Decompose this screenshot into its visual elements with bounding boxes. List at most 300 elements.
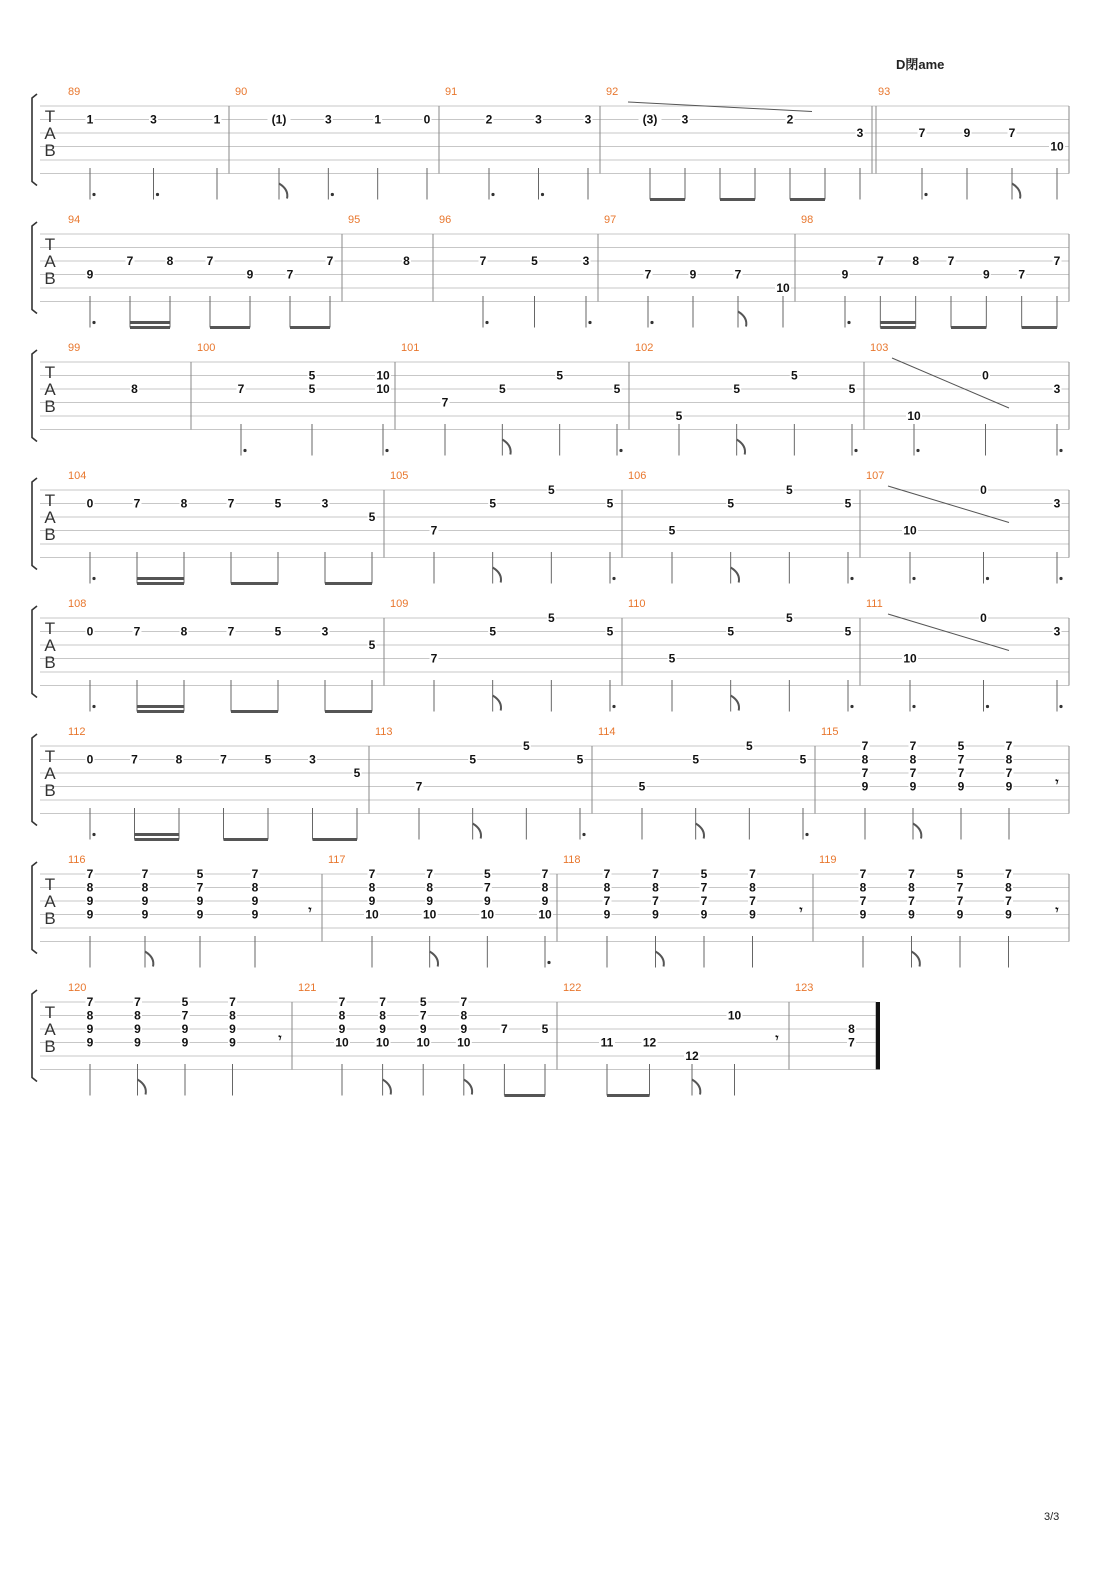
fret-number: 5 bbox=[547, 611, 555, 625]
fret-number: 7 bbox=[379, 995, 386, 1009]
fret-number: 3 bbox=[1053, 496, 1061, 511]
fret-number: 7 bbox=[603, 867, 611, 881]
fret-number: 7 bbox=[876, 254, 884, 268]
dot bbox=[92, 833, 95, 836]
fret-number: 8 bbox=[134, 1008, 141, 1023]
dot bbox=[582, 833, 585, 836]
dot bbox=[541, 193, 544, 196]
fret-number: 8 bbox=[180, 624, 188, 639]
fret-number: 7 bbox=[338, 995, 346, 1009]
fret-number: 7 bbox=[441, 395, 449, 410]
fret-number: 9 bbox=[963, 126, 971, 140]
fret-number: 5 bbox=[522, 739, 530, 753]
fret-number: 7 bbox=[603, 894, 611, 908]
measure-number: 122 bbox=[563, 982, 582, 994]
tab-clef-letter: T bbox=[44, 619, 56, 638]
fret-number: 9 bbox=[460, 1022, 468, 1036]
fret-number: 7 bbox=[1005, 894, 1012, 908]
fret-number: 9 bbox=[859, 907, 867, 922]
fret-number: 7 bbox=[749, 867, 756, 881]
dot bbox=[854, 449, 857, 452]
fret-number: 9 bbox=[86, 894, 94, 908]
fret-number: 9 bbox=[541, 894, 549, 908]
measure-number: 110 bbox=[628, 598, 646, 610]
fret-number: 7 bbox=[848, 1035, 855, 1050]
fret-number: 5 bbox=[844, 624, 852, 639]
dot bbox=[924, 193, 927, 196]
fret-number: 7 bbox=[206, 254, 214, 268]
tab-clef-letter: B bbox=[44, 269, 56, 288]
eighth-flag bbox=[731, 696, 739, 711]
fret-number: 0 bbox=[86, 496, 94, 511]
fret-number: 9 bbox=[379, 1022, 386, 1036]
final-barline bbox=[876, 1002, 880, 1070]
eighth-flag bbox=[731, 568, 739, 583]
fret-number: 5 bbox=[668, 523, 676, 538]
fret-number: 7 bbox=[134, 995, 141, 1009]
fret-number: 7 bbox=[908, 867, 915, 881]
dot bbox=[92, 577, 95, 580]
fret-number: 9 bbox=[426, 894, 434, 908]
fret-number: 1 bbox=[213, 112, 221, 127]
fret-number: 8 bbox=[909, 752, 917, 767]
dot bbox=[619, 449, 622, 452]
fret-number: 9 bbox=[86, 267, 94, 282]
fret-number: 9 bbox=[749, 907, 756, 922]
fret-number: 5 bbox=[541, 1022, 549, 1036]
fret-number: 7 bbox=[415, 779, 423, 794]
fret-number: 10 bbox=[416, 1035, 430, 1050]
system-bracket bbox=[32, 478, 37, 570]
eighth-flag bbox=[493, 696, 501, 711]
fret-number: 7 bbox=[133, 624, 141, 639]
fret-number: 8 bbox=[368, 880, 376, 895]
fret-number: 5 bbox=[489, 496, 497, 511]
fret-number: 7 bbox=[957, 752, 965, 767]
fret-number: 8 bbox=[1005, 880, 1012, 895]
measure-number: 97 bbox=[604, 214, 617, 226]
fret-number: 5 bbox=[790, 368, 798, 383]
dot bbox=[912, 577, 915, 580]
fret-number: 9 bbox=[141, 907, 149, 922]
fret-number: 10 bbox=[538, 907, 552, 922]
measure-number: 102 bbox=[635, 342, 654, 354]
tab-clef-letter: A bbox=[44, 252, 56, 271]
fret-number: 8 bbox=[848, 1022, 855, 1036]
fret-number: 10 bbox=[903, 651, 917, 666]
fret-number: 9 bbox=[181, 1022, 189, 1036]
tab-clef-letter: A bbox=[44, 892, 56, 911]
fret-number: 9 bbox=[1005, 907, 1012, 922]
fret-number: 7 bbox=[861, 739, 869, 753]
measure-number: 91 bbox=[445, 86, 458, 98]
fret-number: 7 bbox=[426, 867, 434, 881]
system-bracket bbox=[32, 990, 37, 1082]
fret-number: 9 bbox=[419, 1022, 427, 1036]
fret-number: 7 bbox=[181, 1008, 189, 1023]
dot bbox=[612, 577, 615, 580]
fret-number: 7 bbox=[227, 496, 235, 511]
fret-number: 8 bbox=[141, 880, 149, 895]
fret-number: 7 bbox=[957, 766, 965, 780]
fret-number: 3 bbox=[1053, 382, 1061, 396]
fret-number: 7 bbox=[86, 867, 94, 881]
fret-number: 8 bbox=[912, 254, 920, 268]
dot bbox=[156, 193, 159, 196]
fret-number: 9 bbox=[603, 907, 611, 922]
eighth-rest: 𝄾 bbox=[1055, 774, 1059, 789]
fret-number: 1 bbox=[374, 112, 382, 127]
fret-number: 7 bbox=[909, 739, 917, 753]
dot bbox=[92, 705, 95, 708]
eighth-flag bbox=[464, 1080, 472, 1095]
dot bbox=[92, 321, 95, 324]
fret-number: 9 bbox=[134, 1022, 141, 1036]
tab-clef-letter: B bbox=[44, 141, 56, 160]
fret-number: 5 bbox=[700, 867, 708, 881]
fret-number: 8 bbox=[251, 880, 259, 895]
fret-number: 3 bbox=[535, 112, 542, 127]
fret-number: 8 bbox=[403, 254, 410, 268]
eighth-flag bbox=[145, 952, 153, 967]
fret-number: 12 bbox=[685, 1049, 699, 1063]
system-bracket bbox=[32, 94, 37, 186]
fret-number: 5 bbox=[727, 496, 735, 511]
measure-number: 115 bbox=[821, 726, 839, 738]
fret-number: 5 bbox=[606, 624, 614, 639]
eighth-flag bbox=[696, 824, 704, 839]
fret-number: 7 bbox=[1053, 254, 1061, 268]
fret-number: 7 bbox=[859, 894, 867, 908]
fret-number: 9 bbox=[483, 894, 491, 908]
eighth-flag bbox=[502, 440, 510, 455]
tab-clef-letter: B bbox=[44, 525, 56, 544]
tab-clef-letter: T bbox=[44, 1003, 56, 1022]
fret-number: 8 bbox=[1005, 752, 1013, 767]
fret-number: 3 bbox=[681, 112, 689, 127]
fret-number: 1 bbox=[86, 112, 94, 127]
measure-number: 104 bbox=[68, 470, 87, 482]
fret-number: 9 bbox=[957, 779, 965, 794]
fret-number: 5 bbox=[353, 766, 361, 780]
fret-number: 7 bbox=[956, 894, 964, 908]
fret-number: 11 bbox=[600, 1035, 614, 1050]
fret-number: 7 bbox=[251, 867, 259, 881]
dot bbox=[847, 321, 850, 324]
tab-clef-letter: A bbox=[44, 124, 56, 143]
dot bbox=[850, 705, 853, 708]
fret-number: 8 bbox=[861, 752, 869, 767]
measure-number: 119 bbox=[819, 854, 837, 866]
eighth-flag bbox=[430, 952, 438, 967]
fret-number: 5 bbox=[675, 409, 683, 423]
fret-number: 7 bbox=[749, 894, 756, 908]
fret-number: 9 bbox=[689, 267, 697, 282]
fret-number: 10 bbox=[365, 907, 379, 922]
fret-number: 5 bbox=[799, 752, 807, 767]
fret-number: 3 bbox=[584, 112, 592, 127]
fret-number: 8 bbox=[426, 880, 434, 895]
fret-number: 7 bbox=[326, 254, 334, 268]
fret-number: 5 bbox=[613, 382, 621, 396]
fret-number: 7 bbox=[483, 880, 491, 895]
fret-number: 9 bbox=[251, 907, 259, 922]
fret-number: 9 bbox=[86, 1022, 94, 1036]
fret-number: 10 bbox=[376, 368, 390, 383]
measure-number: 107 bbox=[866, 470, 885, 482]
tab-clef-letter: A bbox=[44, 380, 56, 399]
fret-number: 7 bbox=[918, 126, 926, 140]
fret-number: 7 bbox=[220, 752, 227, 767]
fret-number: 5 bbox=[264, 752, 272, 767]
dot bbox=[986, 577, 989, 580]
fret-number: 8 bbox=[131, 382, 138, 396]
fret-number: 10 bbox=[480, 907, 495, 922]
fret-number: 7 bbox=[133, 496, 141, 511]
fret-number: (3) bbox=[642, 112, 658, 127]
fret-number: 8 bbox=[652, 880, 659, 895]
fret-number: 5 bbox=[196, 867, 204, 881]
dot bbox=[485, 321, 488, 324]
fret-number: 9 bbox=[141, 894, 149, 908]
slide-line bbox=[892, 358, 1009, 408]
dot bbox=[547, 961, 550, 964]
measure-number: 116 bbox=[68, 854, 86, 866]
fret-number: 9 bbox=[134, 1035, 141, 1050]
fret-number: 9 bbox=[861, 779, 869, 794]
fret-number: 3 bbox=[309, 752, 316, 767]
eighth-flag bbox=[493, 568, 501, 583]
measure-number: 103 bbox=[870, 342, 889, 354]
fret-number: 8 bbox=[460, 1008, 468, 1023]
measure-number: 121 bbox=[298, 982, 317, 994]
measure-number: 113 bbox=[375, 726, 393, 738]
tab-clef-letter: A bbox=[44, 1020, 56, 1039]
tab-clef-letter: B bbox=[44, 781, 56, 800]
eighth-flag bbox=[279, 184, 287, 199]
tab-clef-letter: T bbox=[44, 363, 56, 382]
eighth-flag bbox=[138, 1080, 146, 1095]
measure-number: 118 bbox=[563, 854, 581, 866]
fret-number: 5 bbox=[419, 995, 427, 1009]
measure-number: 114 bbox=[598, 726, 616, 738]
fret-number: 7 bbox=[1008, 126, 1016, 140]
fret-number: 3 bbox=[324, 112, 332, 127]
tab-clef-letter: B bbox=[44, 909, 56, 928]
fret-number: 10 bbox=[907, 409, 921, 423]
fret-number: 5 bbox=[469, 752, 477, 767]
fret-number: 5 bbox=[957, 739, 965, 753]
fret-number: 9 bbox=[181, 1035, 189, 1050]
fret-number: 8 bbox=[859, 880, 867, 895]
fret-number: 5 bbox=[733, 382, 741, 396]
dot bbox=[916, 449, 919, 452]
fret-number: 3 bbox=[321, 624, 329, 639]
tab-clef-letter: T bbox=[44, 747, 56, 766]
eighth-flag bbox=[656, 952, 664, 967]
fret-number: 5 bbox=[576, 752, 584, 767]
measure-number: 106 bbox=[628, 470, 647, 482]
fret-number: 7 bbox=[419, 1008, 427, 1023]
system-bracket bbox=[32, 222, 37, 314]
fret-number: 7 bbox=[1018, 267, 1026, 282]
fret-number: 7 bbox=[286, 267, 294, 282]
measure-number: 117 bbox=[328, 854, 346, 866]
tab-clef-letter: T bbox=[44, 107, 56, 126]
fret-number: 5 bbox=[368, 638, 376, 652]
fret-number: 9 bbox=[338, 1022, 346, 1036]
fret-number: 5 bbox=[727, 624, 735, 639]
tab-clef-letter: A bbox=[44, 764, 56, 783]
dot bbox=[385, 449, 388, 452]
fret-number: 5 bbox=[556, 368, 564, 383]
tab-clef-letter: A bbox=[44, 508, 56, 527]
fret-number: 10 bbox=[776, 281, 790, 295]
slide-line bbox=[628, 102, 812, 112]
measure-number: 90 bbox=[235, 86, 248, 98]
fret-number: 8 bbox=[379, 1008, 386, 1023]
fret-number: 5 bbox=[498, 382, 506, 396]
fret-number: 5 bbox=[308, 382, 316, 396]
eighth-flag bbox=[912, 952, 920, 967]
fret-number: 7 bbox=[460, 995, 468, 1009]
measure-number: 120 bbox=[68, 982, 87, 994]
fret-number: 5 bbox=[844, 496, 852, 511]
fret-number: 10 bbox=[375, 1035, 390, 1050]
eighth-rest: 𝄾 bbox=[1055, 902, 1059, 917]
fret-number: 7 bbox=[861, 766, 869, 780]
fret-number: 5 bbox=[956, 867, 964, 881]
fret-number: 7 bbox=[644, 267, 652, 282]
fret-number: 7 bbox=[430, 651, 438, 666]
eighth-rest: 𝄾 bbox=[278, 1030, 282, 1045]
fret-number: 10 bbox=[335, 1035, 349, 1050]
fret-number: 9 bbox=[841, 267, 849, 282]
fret-number: 7 bbox=[859, 867, 867, 881]
fret-number: 9 bbox=[652, 907, 659, 922]
fret-number: 5 bbox=[368, 510, 376, 524]
fret-number: 5 bbox=[483, 867, 491, 881]
dot bbox=[1059, 705, 1062, 708]
fret-number: 9 bbox=[251, 894, 259, 908]
score-title: D閉ame bbox=[896, 57, 945, 72]
fret-number: 8 bbox=[603, 880, 611, 895]
fret-number: 9 bbox=[196, 894, 204, 908]
fret-number: 9 bbox=[909, 779, 917, 794]
eighth-flag bbox=[738, 312, 746, 327]
tab-clef-letter: A bbox=[44, 636, 56, 655]
fret-number: 3 bbox=[856, 126, 864, 140]
measure-number: 112 bbox=[68, 726, 86, 738]
measure-number: 100 bbox=[197, 342, 216, 354]
fret-number: 3 bbox=[1053, 624, 1061, 639]
eighth-flag bbox=[692, 1080, 700, 1095]
dot bbox=[331, 193, 334, 196]
fret-number: 8 bbox=[229, 1008, 236, 1023]
fret-number: 7 bbox=[652, 894, 659, 908]
measure-number: 93 bbox=[878, 86, 891, 98]
dot bbox=[912, 705, 915, 708]
fret-number: 8 bbox=[541, 880, 549, 895]
dot bbox=[1059, 577, 1062, 580]
fret-number: 12 bbox=[642, 1035, 657, 1050]
measure-number: 92 bbox=[606, 86, 619, 98]
tab-clef-letter: B bbox=[44, 653, 56, 672]
fret-number: 8 bbox=[175, 752, 183, 767]
tab-clef-letter: B bbox=[44, 1037, 56, 1056]
tab-clef-letter: T bbox=[44, 491, 56, 510]
measure-number: 98 bbox=[801, 214, 814, 226]
fret-number: 8 bbox=[180, 496, 188, 511]
measure-number: 123 bbox=[795, 982, 814, 994]
fret-number: 7 bbox=[229, 995, 236, 1009]
measure-number: 111 bbox=[866, 598, 883, 610]
eighth-flag bbox=[1012, 184, 1020, 199]
dot bbox=[650, 321, 653, 324]
fret-number: 8 bbox=[908, 880, 915, 895]
fret-number: 7 bbox=[237, 382, 245, 396]
fret-number: 7 bbox=[1005, 739, 1013, 753]
fret-number: 10 bbox=[376, 382, 390, 396]
fret-number: 7 bbox=[1005, 766, 1013, 780]
fret-number: 10 bbox=[422, 907, 437, 922]
measure-number: 89 bbox=[68, 86, 81, 98]
fret-number: 5 bbox=[692, 752, 700, 767]
fret-number: 5 bbox=[606, 496, 614, 511]
system-bracket bbox=[32, 350, 37, 442]
dot bbox=[850, 577, 853, 580]
fret-number: 9 bbox=[956, 907, 964, 922]
dot bbox=[588, 321, 591, 324]
fret-number: 5 bbox=[308, 368, 316, 383]
fret-number: 0 bbox=[980, 483, 987, 497]
fret-number: 5 bbox=[668, 651, 676, 666]
fret-number: 7 bbox=[196, 880, 204, 895]
fret-number: 7 bbox=[86, 995, 94, 1009]
dot bbox=[986, 705, 989, 708]
fret-number: 10 bbox=[903, 523, 917, 538]
fret-number: 9 bbox=[368, 894, 376, 908]
fret-number: 0 bbox=[982, 368, 989, 383]
eighth-flag bbox=[383, 1080, 391, 1095]
fret-number: 0 bbox=[423, 112, 431, 127]
fret-number: 10 bbox=[1050, 139, 1064, 154]
fret-number: 8 bbox=[166, 254, 174, 268]
fret-number: 7 bbox=[947, 254, 955, 268]
fret-number: 5 bbox=[745, 739, 753, 753]
system-bracket bbox=[32, 606, 37, 698]
fret-number: 0 bbox=[86, 752, 94, 767]
eighth-rest: 𝄾 bbox=[308, 902, 312, 917]
fret-number: 7 bbox=[541, 867, 549, 881]
measure-number: 99 bbox=[68, 342, 81, 354]
fret-number: 5 bbox=[547, 483, 555, 497]
fret-number: 7 bbox=[1005, 867, 1012, 881]
fret-number: 9 bbox=[982, 267, 990, 282]
page-number: 3/3 bbox=[1044, 1511, 1060, 1523]
fret-number: 8 bbox=[86, 880, 94, 895]
dot bbox=[243, 449, 246, 452]
dot bbox=[491, 193, 494, 196]
fret-number: 5 bbox=[785, 483, 793, 497]
fret-number: 3 bbox=[321, 496, 329, 511]
fret-number: 9 bbox=[196, 907, 204, 922]
fret-number: 9 bbox=[229, 1035, 236, 1050]
fret-number: 7 bbox=[700, 880, 708, 895]
fret-number: 9 bbox=[908, 907, 915, 922]
fret-number: 0 bbox=[86, 624, 94, 639]
fret-number: 7 bbox=[479, 254, 487, 268]
